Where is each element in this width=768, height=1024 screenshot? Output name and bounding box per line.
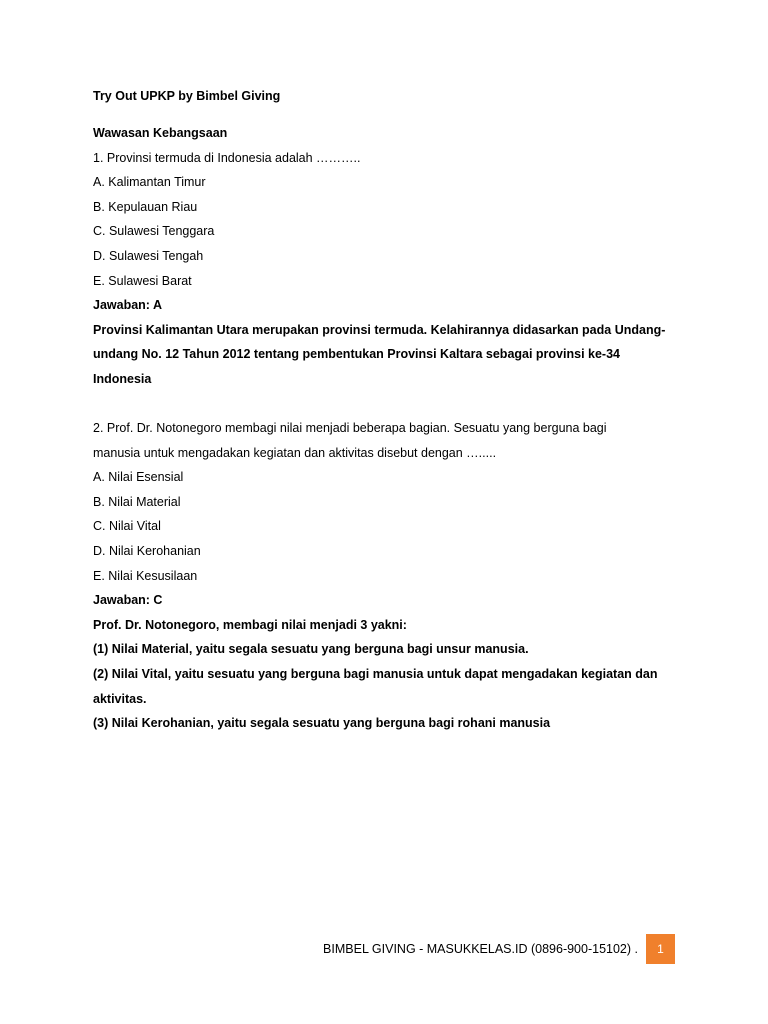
question-2-option-c: C. Nilai Vital [93,519,161,534]
question-2-explanation-line: (2) Nilai Vital, yaitu sesuatu yang berguna bagi manusia untuk dapat mengadakan kegiatan dan [93,667,658,682]
question-1-explanation-line: Provinsi Kalimantan Utara merupakan provinsi termuda. Kelahirannya didasarkan pada Undang- [93,322,666,337]
question-2-explanation-line: aktivitas. [93,691,147,706]
page-footer [0,934,768,964]
section-heading: Wawasan Kebangsaan [93,125,228,140]
paragraph-spacer [93,392,673,417]
question-2-explanation-line: (1) Nilai Material, yaitu segala sesuatu yang berguna bagi unsur manusia. [93,642,529,657]
question-1-option-d: D. Sulawesi Tengah [93,248,204,263]
page-number-badge: 1 [646,934,675,964]
question-1-explanation-line: undang No. 12 Tahun 2012 tentang pembentukan Provinsi Kaltara sebagai provinsi ke-34 [93,347,620,362]
question-1 [93,146,673,392]
question-1-option-e: E. Sulawesi Barat [93,273,192,288]
document-body [93,84,673,736]
question-2-answer: Jawaban: C [93,593,163,608]
question-2-option-d: D. Nilai Kerohanian [93,544,201,559]
question-1-option-b: B. Kepulauan Riau [93,199,198,214]
question-1-option-c: C. Sulawesi Tenggara [93,224,215,239]
question-2-option-a: A. Nilai Esensial [93,470,184,485]
question-2-explanation-line: Prof. Dr. Notonegoro, membagi nilai menjadi 3 yakni: [93,617,407,632]
question-2 [93,416,673,736]
question-1-answer: Jawaban: A [93,298,163,313]
question-1-explanation-line: Indonesia [93,371,152,386]
question-2-text-line: 2. Prof. Dr. Notonegoro membagi nilai menjadi beberapa bagian. Sesuatu yang berguna bagi [93,421,607,436]
footer-text: BIMBEL GIVING - MASUKKELAS.ID (0896-900-15102) . [323,942,638,956]
question-1-text: 1. Provinsi termuda di Indonesia adalah ……….. [93,150,361,165]
question-2-option-b: B. Nilai Material [93,494,181,509]
question-2-text-line: manusia untuk mengadakan kegiatan dan aktivitas disebut dengan …..... [93,445,497,460]
document-title: Try Out UPKP by Bimbel Giving [93,89,281,103]
question-2-explanation-line: (3) Nilai Kerohanian, yaitu segala sesuatu yang berguna bagi rohani manusia [93,716,551,731]
question-2-option-e: E. Nilai Kesusilaan [93,568,198,583]
question-1-option-a: A. Kalimantan Timur [93,175,206,190]
